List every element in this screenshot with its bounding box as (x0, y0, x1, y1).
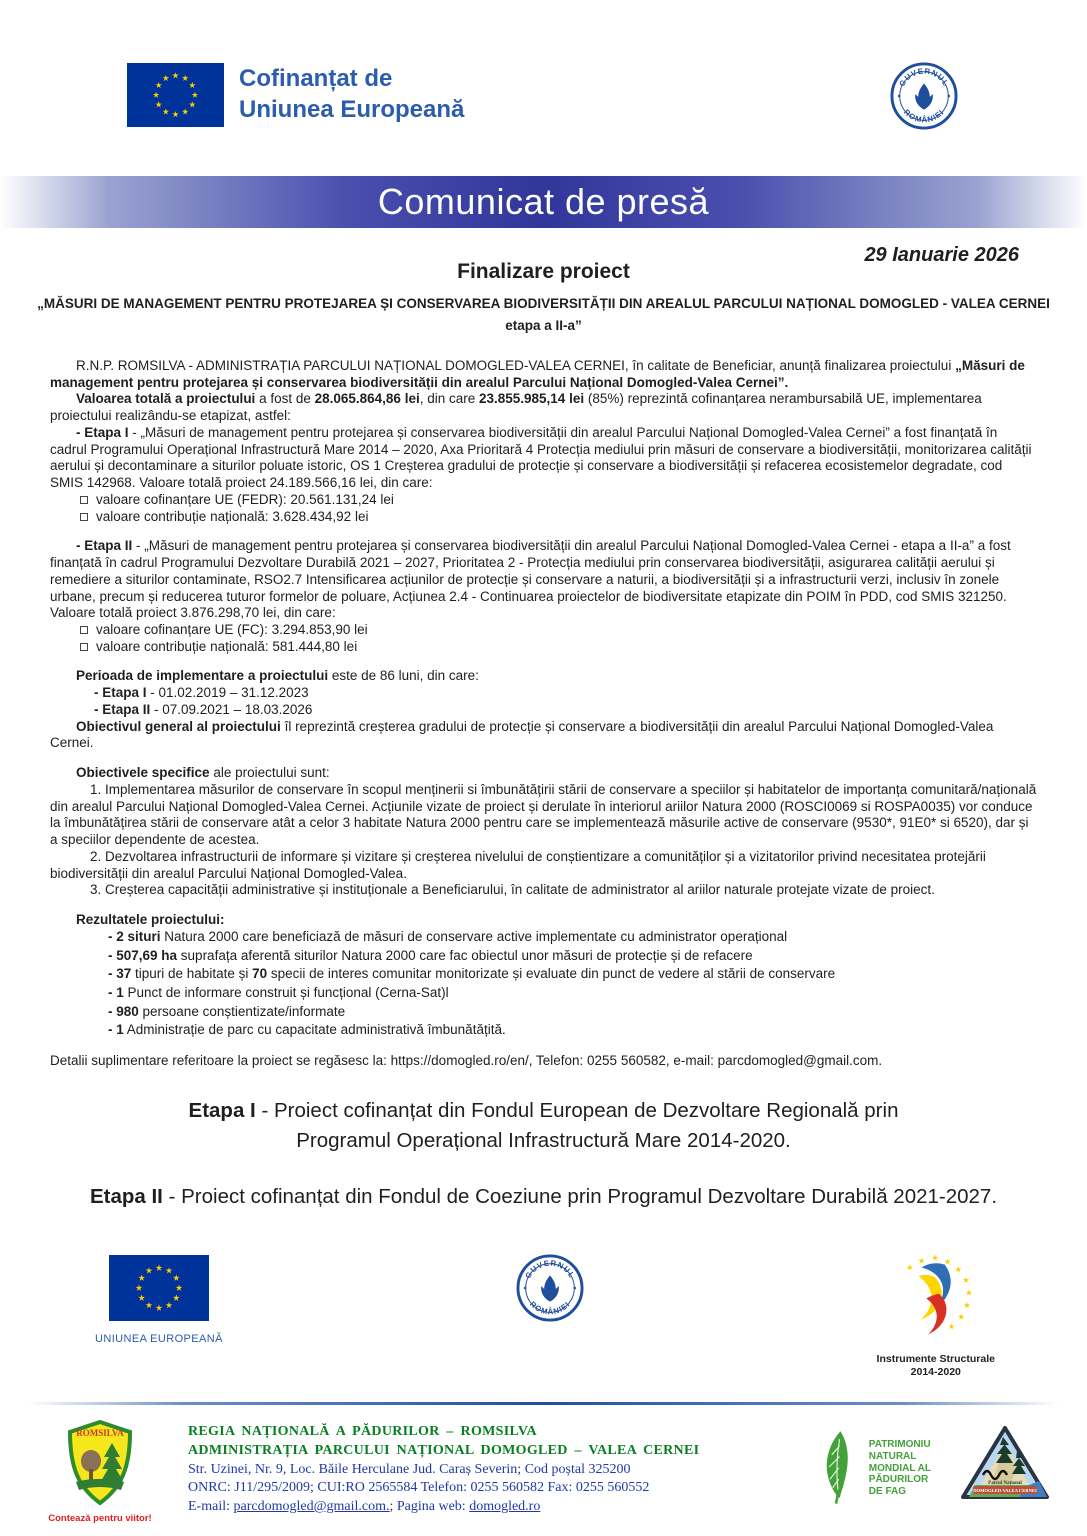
instrumente-structurale-block (877, 1254, 995, 1379)
period-heading: Perioada de implementare a proiectului este de 86 luni, din care: (76, 668, 479, 684)
period-item-2: - Etapa II - 07.09.2021 – 18.03.2026 (94, 701, 313, 717)
details-line: Detalii suplimentare referitoare la proiect se regăsesc la: https://domogled.ro/en/, Telefon: 0255 560582, e-mail: parcdomogled@gmail.com. (50, 1053, 883, 1069)
email-label: E-mail: (188, 1499, 234, 1515)
objective-item-3: 3. Creșterea capacității administrative și instituționale a Beneficiarului, în calitate de administrator al ariilor naturale protejate vizate de proiect. (90, 882, 935, 898)
instrumente-structurale-icon (892, 1254, 980, 1346)
stage1-paragraph: - Etapa I - „Măsuri de management pentru protejarea și conservarea biodiversității din arealul Parcului Național Domogled-Valea Cernei” a fost finanțată în cadrul Programului Operațional Infrastructură Mare 2014 – 2020, Axa Prioritară 4 Protecția mediului prin măsuri de conservare a biodiversității, monitorizarea calității aerului și decontaminare a siturilor poluate istoric, OS 1 Creșterea gradului de protecție și conservare a biodiversității și refacerea ecosistemelor degradate, cod SMIS 142968. Valoare totală proiect 24.189.566,16 lei, din care: (50, 424, 1032, 491)
intro-paragraph: R.N.P. ROMSILVA - ADMINISTRAȚIA PARCULUI NAȚIONAL DOMOGLED-VALEA CERNEI, în calitate de Beneficiar, anunță finalizarea proiectului „Măsuri de management pentru protejarea și conservarea biodiversității din arealul Parcului Național Domogled-Valea Cernei”. (50, 358, 1025, 390)
result-item-1: - 2 situri Natura 2000 care beneficiază de măsuri de conservare active implementate cu administrator operațional (108, 928, 788, 944)
romsilva-logo-block (46, 1419, 154, 1524)
logos-row (0, 1254, 1087, 1379)
svg-text:ROMÂNIEI: ROMÂNIEI (902, 107, 946, 125)
is-label-line2: 2014-2020 (910, 1366, 961, 1379)
stage1-bullet-2 (80, 509, 1037, 526)
footer (0, 1405, 1087, 1524)
stage2-bullet-2-text: valoare contribuție națională: 581.444,80 lei (96, 638, 358, 654)
beech-heritage-icon (816, 1423, 864, 1511)
gov-seal-block (516, 1254, 584, 1327)
result-item-2: - 507,69 ha suprafața aferentă siturilor Natura 2000 care fac obiectul unor măsuri de protecție și de refacere (108, 947, 753, 963)
eu-flag-icon (127, 62, 224, 128)
beech-heritage-block (816, 1423, 931, 1511)
square-bullet-icon (80, 513, 88, 521)
title-area (0, 228, 1087, 358)
square-bullet-icon (80, 496, 88, 504)
stage2-bullet-1-text: valoare cofinanțare UE (FC): 3.294.853,90 lei (96, 622, 368, 638)
stage2-bullet-1 (80, 622, 1037, 639)
period-item-1: - Etapa I - 01.02.2019 – 31.12.2023 (94, 685, 309, 701)
eu-cofunded-logo (127, 62, 464, 128)
beech-heritage-label: PATRIMONIU NATURAL MONDIAL AL PĂDURILOR DE FAG (868, 1439, 931, 1498)
square-bullet-icon (80, 643, 88, 651)
romsilva-tagline: Contează pentru viitor! (48, 1513, 152, 1525)
gov-seal-icon (516, 1254, 584, 1322)
funding-statements (50, 1096, 1037, 1212)
specific-objectives-title: Obiectivele specifice ale proiectului sunt: (76, 765, 330, 781)
eu-flag-block (95, 1254, 223, 1345)
release-date: 29 Ianuarie 2026 (864, 244, 1019, 266)
eu-flag-label: UNIUNEA EUROPEANĂ (95, 1333, 223, 1346)
romsilva-logo-icon (63, 1419, 137, 1507)
stage2-paragraph: - Etapa II - „Măsuri de management pentru protejarea și conservarea biodiversității din arealul Parcului Național Domogled-Valea Cernei - etapa a II-a” a fost finanțată în cadrul Programului Dezvoltare Durabilă 2021 – 2027, Prioritatea 2 - Protecția mediului prin conservarea biodiversității, asigurarea calității aerului și remediere a siturilor contaminate, RSO2.7 Intensificarea acțiunilor de protecție și conservare a naturii, a biodiversității și a infrastructurii verzi, inclusiv în zonele urbane, precum și reducerea tuturor formelor de poluare, Acțiunea 2.4 - Continuarea proiectelor de biodiversitate etapizate din POIM în PDD, cod SMIS 321250. Valoare totală proiect 3.876.298,70 lei, din care: (50, 538, 1011, 621)
svg-text:ROMSILVA: ROMSILVA (76, 1428, 124, 1439)
stage2-funding-statement: Etapa II - Proiect cofinanțat din Fondul de Coeziune prin Programul Dezvoltare Durabilă 2021-2027. (89, 1185, 998, 1209)
eu-flag-icon (109, 1254, 209, 1322)
is-label-line1: Instrumente Structurale (876, 1353, 995, 1366)
website-link[interactable]: domogled.ro (469, 1499, 541, 1515)
instrumente-structurale-label (877, 1353, 995, 1379)
project-subtitle-line2: etapa a II-a” (505, 318, 582, 333)
header (0, 0, 1087, 134)
stage1-bullet-1 (80, 492, 1037, 509)
project-subtitle-line1: „MĂSURI DE MANAGEMENT PENTRU PROTEJAREA ȘI CONSERVAREA BIODIVERSITĂȚII DIN AREALUL PARCULUI NAȚIONAL DOMOGLED - VALEA CERNEI (37, 296, 1050, 311)
footer-email-line (188, 1498, 816, 1517)
results-title: Rezultatele proiectului: (76, 912, 225, 928)
press-release-banner (0, 176, 1087, 228)
footer-logos (816, 1419, 1051, 1511)
eu-cofunded-label-line2: Uniunea Europeană (239, 96, 465, 123)
web-label: ; Pagina web: (389, 1499, 470, 1515)
svg-text:ROMÂNIEI: ROMÂNIEI (527, 1299, 572, 1317)
body-content (50, 358, 1037, 1212)
footer-registration: ONRC: J11/295/2009; CUI:RO 2565584 Telefon: 0255 560582 Fax: 0255 560552 (188, 1480, 650, 1496)
eu-cofunded-label (239, 64, 464, 125)
email-link[interactable]: parcdomogled@gmail.com. (233, 1499, 390, 1515)
result-item-5: - 980 persoane conștientizate/informate (108, 1003, 346, 1019)
result-item-3: - 37 tipuri de habitate și 70 specii de interes comunitar monitorizate și evaluate din punct de vedere al stării de conservare (108, 966, 836, 982)
footer-org-line1: REGIA NAȚIONALĂ A PĂDURILOR – ROMSILVA (188, 1424, 537, 1440)
eu-cofunded-label-line1: Cofinanțat de (239, 65, 393, 93)
result-item-6: - 1 Administrație de parc cu capacitate administrativă îmbunătățită. (108, 1022, 506, 1038)
square-bullet-icon (80, 626, 88, 634)
stage1-bullet-2-text: valoare contribuție națională: 3.628.434,92 lei (96, 508, 369, 524)
svg-text:GUVERNUL: GUVERNUL (897, 66, 951, 89)
svg-text:DOMOGLED-VALEA CERNEI: DOMOGLED-VALEA CERNEI (973, 1488, 1037, 1494)
park-logo-icon (959, 1423, 1051, 1505)
gov-seal-icon (890, 62, 958, 130)
stage1-funding-statement: Etapa I - Proiect cofinanțat din Fondul European de Dezvoltare Regională prin Programul Operațional Infrastructură Mare 2014-2020. (188, 1098, 899, 1152)
svg-text:Parcul Național: Parcul Național (988, 1481, 1022, 1487)
banner-title: Comunicat de presă (377, 181, 710, 222)
footer-contact-block (154, 1419, 816, 1517)
page-title: Finalizare proiect (457, 260, 630, 283)
footer-org-line2: ADMINISTRAȚIA PARCULUI NAȚIONAL DOMOGLED – VALEA CERNEI (188, 1442, 700, 1458)
stage2-bullet-2 (80, 639, 1037, 656)
footer-address: Str. Uzinei, Nr. 9, Loc. Băile Herculane Jud. Caraș Severin; Cod poștal 325200 (188, 1461, 631, 1477)
objective-item-1: 1. Implementarea măsurilor de conservare în scopul menținerii si îmbunătățirii stării de conservare a speciilor și habitatelor de importanța comunitară/națională din arealul Parcului Național Domogled-Valea Cernei. Acțiunile vizate de proiect și derulate în interiorul ariilor Natura 2000 (ROSCI0069 si ROSPA0035) vor conduce la îmbunătățirea stării de conservare atât a celor 3 habitate Natura 2000 pentru care se implementează măsurile active de conservare (9530*, 91E0* si 6520), dar și a speciilor dependente de acestea. (50, 781, 1037, 848)
general-objective-paragraph: Obiectivul general al proiectului îl reprezintă creșterea gradului de protecție și conservare a biodiversității din arealul Parcului Național Domogled-Valea Cernei. (50, 718, 994, 751)
result-item-4: - 1 Punct de informare construit și funcțional (Cerna-Sat)l (108, 984, 449, 1000)
stage1-bullet-1-text: valoare cofinanțare UE (FEDR): 20.561.131,24 lei (96, 491, 394, 507)
total-value-paragraph: Valoarea totală a proiectului a fost de 28.065.864,86 lei, din care 23.855.985,14 lei (85%) reprezintă cofinanțarea nerambursabilă UE, implementarea proiectului realizându-se etapizat, astfel: (50, 391, 982, 424)
objective-item-2: 2. Dezvoltarea infrastructurii de informare și vizitare și creșterea nivelului de conștientizare a comunităților și a vizitatorilor privind necesitatea protejării biodiversității din arealul Parcului Național Domogled-Valea. (50, 848, 986, 881)
svg-text:GUVERNUL: GUVERNUL (523, 1258, 577, 1281)
